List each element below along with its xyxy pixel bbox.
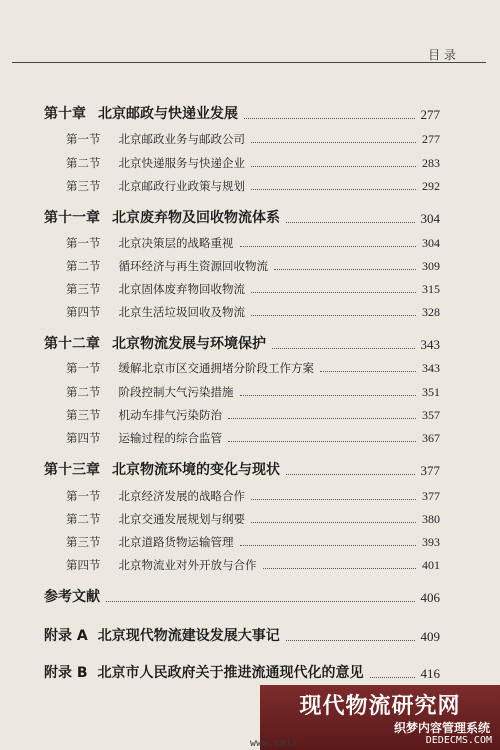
toc-entry-page: 357	[422, 408, 440, 422]
toc-entry-label	[66, 281, 245, 297]
toc-entry-page: 380	[422, 512, 440, 526]
toc-entry-label	[66, 258, 268, 274]
toc-entry-page: 292	[422, 179, 440, 193]
toc-entry-page: 367	[422, 431, 440, 445]
toc-entry-label	[66, 304, 245, 320]
toc-entry-section	[66, 534, 440, 550]
toc-entry-label	[66, 430, 222, 446]
toc-entry-title: 北京邮政业务与邮政公司	[118, 132, 245, 146]
toc-entry-page: 304	[422, 236, 440, 250]
toc-entry-section	[66, 407, 440, 423]
watermark-title: 现代物流研究网	[299, 694, 461, 719]
toc-leader-dots	[286, 221, 415, 223]
toc-entry-chapter	[44, 333, 440, 353]
toc-entry-page: 406	[420, 590, 440, 605]
toc-entry-title: 北京物流业对外开放与合作	[118, 558, 257, 572]
toc-entry-number: 第十二章	[44, 336, 100, 352]
toc-entry-label	[44, 459, 280, 479]
toc-leader-dots	[244, 117, 415, 119]
toc-leader-dots	[251, 165, 416, 167]
toc-entry-appendix	[44, 625, 440, 645]
toc-leader-dots	[228, 440, 416, 442]
toc-entry-label	[66, 178, 245, 194]
toc-entry-title: 参考文献	[44, 589, 100, 605]
toc-leader-dots	[228, 417, 416, 419]
toc-entry-number: 第三节	[66, 282, 101, 296]
toc-entry-label	[44, 625, 280, 645]
toc-leader-dots	[240, 544, 417, 546]
toc-leader-dots	[370, 676, 415, 678]
toc-entry-page: 401	[422, 558, 440, 572]
toc-entry-chapter	[44, 459, 440, 479]
toc-entry-number: 第四节	[66, 558, 101, 572]
toc-entry-label	[66, 534, 234, 550]
toc-entry-title: 北京决策层的战略重视	[118, 236, 234, 250]
toc-leader-dots	[251, 498, 416, 500]
toc-entry-title: 北京物流发展与环境保护	[112, 336, 266, 352]
toc-leader-dots	[240, 245, 417, 247]
toc-leader-dots	[251, 188, 416, 190]
toc-entry-title: 北京固体废弃物回收物流	[118, 282, 245, 296]
toc-entry-label	[66, 131, 245, 147]
toc-entry-section	[66, 430, 440, 446]
toc-entry-title: 循环经济与再生资源回收物流	[118, 259, 268, 273]
toc-entry-number: 附录 B	[44, 665, 88, 681]
toc-entry-chapter	[44, 103, 440, 123]
toc-entry-section	[66, 281, 440, 297]
toc-entry-number: 第十一章	[44, 210, 100, 226]
toc-leader-dots	[251, 291, 416, 293]
toc-leader-dots	[272, 347, 415, 349]
toc-entry-number: 第二节	[66, 259, 101, 273]
toc-entry-title: 北京交通发展规划与纲要	[118, 512, 245, 526]
toc-entry-label	[66, 407, 222, 423]
toc-entry-page: 283	[422, 156, 440, 170]
toc-entry-page: 343	[422, 361, 440, 375]
toc-entry-number: 第四节	[66, 305, 101, 319]
toc-entry-title: 北京邮政与快递业发展	[98, 106, 238, 122]
toc-entry-page: 409	[420, 629, 440, 644]
toc-entry-number: 第三节	[66, 179, 101, 193]
toc-leader-dots	[251, 141, 416, 143]
toc-entry-section	[66, 178, 440, 194]
toc-entry-number: 第一节	[66, 236, 101, 250]
toc-entry-page: 328	[422, 305, 440, 319]
watermark-url: DEDECMS.COM	[425, 735, 492, 746]
toc-entry-title: 运输过程的综合监管	[118, 431, 222, 445]
toc-entry-number: 第十三章	[44, 462, 100, 478]
toc-entry-label	[66, 384, 234, 400]
toc-entry-title: 北京快递服务与快递企业	[118, 156, 245, 170]
toc-entry-title: 机动车排气污染防治	[118, 408, 222, 422]
toc-entry-title: 缓解北京市区交通拥堵分阶段工作方案	[118, 361, 314, 375]
toc-entry-section	[66, 304, 440, 320]
toc-entry-section	[66, 557, 440, 573]
toc-entry-title: 北京现代物流建设发展大事记	[97, 628, 280, 644]
toc-entry-page: 309	[422, 259, 440, 273]
toc-entry-number: 第四节	[66, 431, 101, 445]
toc-entry-number: 第十章	[44, 106, 86, 122]
toc-entry-number: 第二节	[66, 156, 101, 170]
toc-entry-number: 附录 A	[44, 628, 88, 644]
toc-entry-title: 阶段控制大气污染措施	[118, 385, 234, 399]
toc-entry-page: 277	[422, 132, 440, 146]
toc-entry-title: 北京经济发展的战略合作	[118, 489, 245, 503]
toc-entry-section	[66, 384, 440, 400]
toc-entry-section	[66, 235, 440, 251]
toc-entry-page: 377	[422, 489, 440, 503]
toc-entry-page: 416	[420, 666, 440, 681]
toc-entry-section	[66, 155, 440, 171]
toc-entry-number: 第二节	[66, 512, 101, 526]
toc-entry-title: 北京物流环境的变化与现状	[112, 462, 280, 478]
toc-entry-chapter	[44, 207, 440, 227]
toc-entry-label	[44, 207, 280, 227]
toc-entry-label	[66, 155, 245, 171]
toc-leader-dots	[251, 521, 416, 523]
toc-entry-section	[66, 258, 440, 274]
toc-leader-dots	[240, 394, 417, 396]
watermark-url-partial: www.cmlr	[250, 738, 299, 749]
toc-entry-section	[66, 131, 440, 147]
toc-leader-dots	[251, 314, 416, 316]
toc-entry-page: 393	[422, 535, 440, 549]
toc-leader-dots	[274, 268, 416, 270]
toc-entry-title: 北京市人民政府关于推进流通现代化的意见	[97, 665, 364, 681]
toc-entry-number: 第一节	[66, 361, 101, 375]
toc-leader-dots	[286, 473, 415, 475]
toc-entry-label	[44, 586, 100, 606]
toc-leader-dots	[263, 567, 417, 569]
toc-leader-dots	[106, 600, 415, 602]
toc-entry-number: 第二节	[66, 385, 101, 399]
toc-entry-number: 第一节	[66, 132, 101, 146]
toc-entry-label	[66, 557, 257, 573]
toc-entry-label	[44, 103, 238, 123]
toc-entry-appendix	[44, 662, 440, 682]
toc-entry-section	[66, 488, 440, 504]
toc-entry-number: 第三节	[66, 408, 101, 422]
toc-entry-label	[44, 333, 266, 353]
toc-leader-dots	[286, 639, 415, 641]
toc-entry-label	[66, 488, 245, 504]
toc-entry-label	[66, 235, 234, 251]
toc-entry-title: 北京道路货物运输管理	[118, 535, 234, 549]
toc-entry-page: 277	[420, 107, 440, 122]
toc-entry-plain	[44, 586, 440, 606]
toc-entry-title: 北京生活垃圾回收及物流	[118, 305, 245, 319]
toc-entry-title: 北京邮政行业政策与规划	[118, 179, 245, 193]
toc-entry-number: 第三节	[66, 535, 101, 549]
toc-entry-page: 377	[420, 463, 440, 478]
watermark-subtitle: 织梦内容管理系统	[393, 721, 490, 735]
toc-entry-page: 343	[420, 337, 440, 352]
toc-entry-page: 304	[420, 211, 440, 226]
toc-entry-page: 351	[422, 385, 440, 399]
header-label: 目 录	[428, 48, 456, 62]
toc-entry-section	[66, 511, 440, 527]
toc-entry-title: 北京废弃物及回收物流体系	[112, 210, 280, 226]
toc-entry-label	[66, 360, 314, 376]
toc-entry-number: 第一节	[66, 489, 101, 503]
toc-leader-dots	[320, 370, 416, 372]
toc-entry-page: 315	[422, 282, 440, 296]
toc-entry-section	[66, 360, 440, 376]
toc-entry-label	[44, 662, 364, 682]
toc-entry-label	[66, 511, 245, 527]
